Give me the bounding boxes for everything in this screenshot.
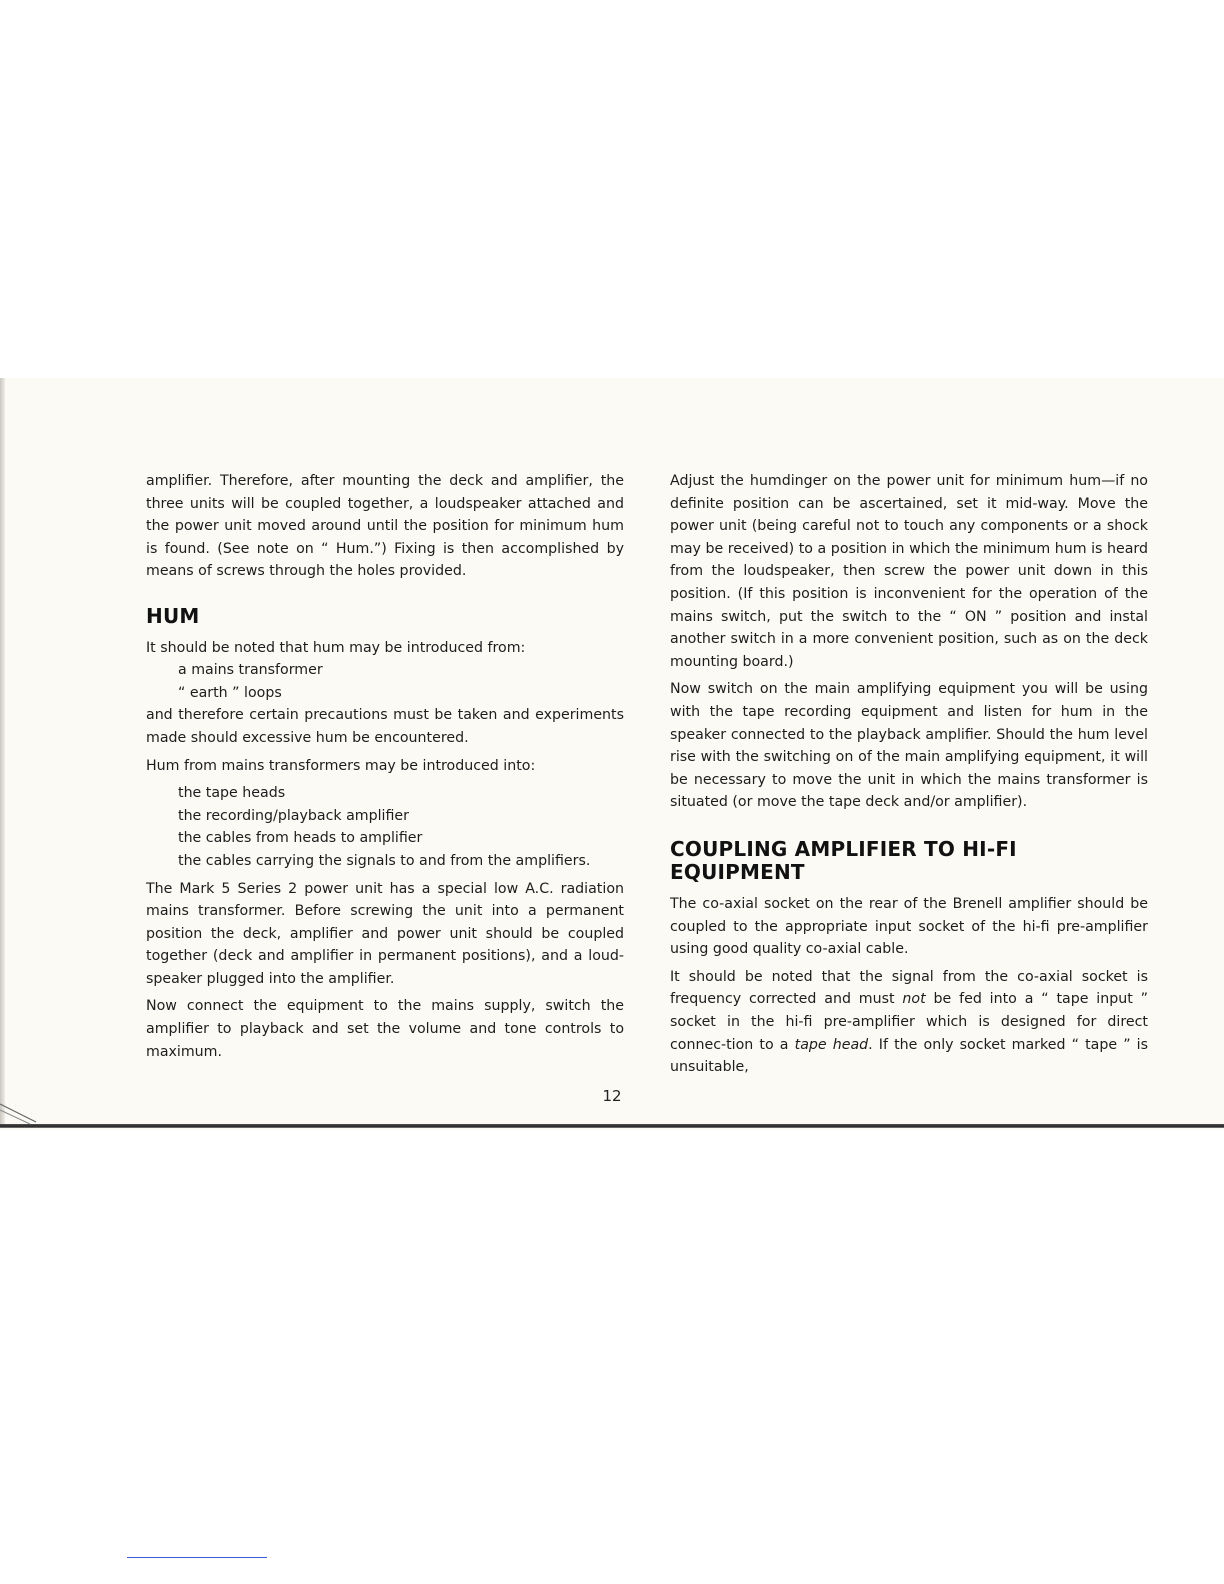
page-number: 12 xyxy=(602,1087,622,1105)
mains-intro: Hum from mains transformers may be introduced into: xyxy=(146,757,536,774)
intro-paragraph: amplifier. Therefore, after mounting the deck and amplifier, the three units will be coupled together, a loudspeaker attached and the power unit moved around until the position for minimum hum is found. (See note on “ Hum.”) Fixing is then accomplished by means of screws through the holes provided. xyxy=(146,473,624,580)
switch-paragraph: Now switch on the main amplifying equipment you will be using with the tape recording equipment and listen for hum in the speaker connected to the playback amplifier. Should the hum level rise with the switching on of the main amplifying equipment, it will be necessary to move the unit in which the mains transformer is situated (or move the tape deck and/or amplifier). xyxy=(670,681,1148,811)
underline-mark xyxy=(127,1557,267,1558)
coaxial-paragraph: The co-axial socket on the rear of the Brenell amplifier should be coupled to the appropriate input socket of the hi-fi pre-amplifier using good quality co-axial cable. xyxy=(670,896,1148,958)
connect-paragraph: Now connect the equipment to the mains supply, switch the amplifier to playback and set the volume and tone controls to maximum. xyxy=(146,998,624,1060)
hum-heading: HUM xyxy=(146,603,200,628)
page-fold-mark xyxy=(0,1098,40,1126)
hum-precautions: and therefore certain precautions must be taken and experiments made should excessive hum be encountered. xyxy=(146,707,624,746)
signal-text-3: . If the only socket marked “ tape ” is unsuitable, xyxy=(670,1036,1149,1076)
mains-target-3: the cables from heads to amplifier xyxy=(178,830,423,847)
page-left-edge xyxy=(0,378,5,1128)
left-column xyxy=(146,470,624,1068)
right-column xyxy=(670,470,1148,1084)
hum-source-2: “ earth ” loops xyxy=(178,684,282,701)
hum-intro: It should be noted that hum may be introduced from: xyxy=(146,639,526,656)
signal-not-emphasis: not xyxy=(902,991,926,1008)
mains-target-2: the recording/playback amplifier xyxy=(178,807,409,824)
humdinger-paragraph: Adjust the humdinger on the power unit for minimum hum—if no definite position can be ascertained, set it mid-way. Move the power unit (being careful not to touch any components or a shock may be received) to a position in which the minimum hum is heard from the loudspeaker, then screw the power unit down in this position. (If this position is inconvenient for the operation of the mains switch, put the switch to the “ ON ” position and instal another switch in a more convenient position, such as on the deck mounting board.) xyxy=(670,473,1148,670)
signal-tape-head-emphasis: tape head xyxy=(794,1036,869,1053)
mains-target-1: the tape heads xyxy=(178,785,286,802)
mark5-paragraph: The Mark 5 Series 2 power unit has a special low A.C. radiation mains transformer. Before screwing the unit into a permanent position the deck, amplifier and power unit should be coupled together (deck and amplifier in permanent positions), and a loud-speaker plugged into the amplifier. xyxy=(146,880,624,987)
signal-paragraph xyxy=(670,966,1148,1079)
page-bottom-edge xyxy=(0,1124,1224,1128)
coupling-heading: COUPLING AMPLIFIER TO HI-FI EQUIPMENT xyxy=(670,836,1017,884)
signal-text-1: It should be noted that the signal from the co-axial socket is frequency corrected and must xyxy=(670,968,1148,1008)
hum-source-1: a mains transformer xyxy=(178,662,323,679)
signal-text-2: be fed into a “ tape input ” socket in the hi-fi pre-amplifier which is designed for direct connec-tion to a xyxy=(670,991,1148,1053)
mains-target-4: the cables carrying the signals to and from the amplifiers. xyxy=(178,852,591,869)
